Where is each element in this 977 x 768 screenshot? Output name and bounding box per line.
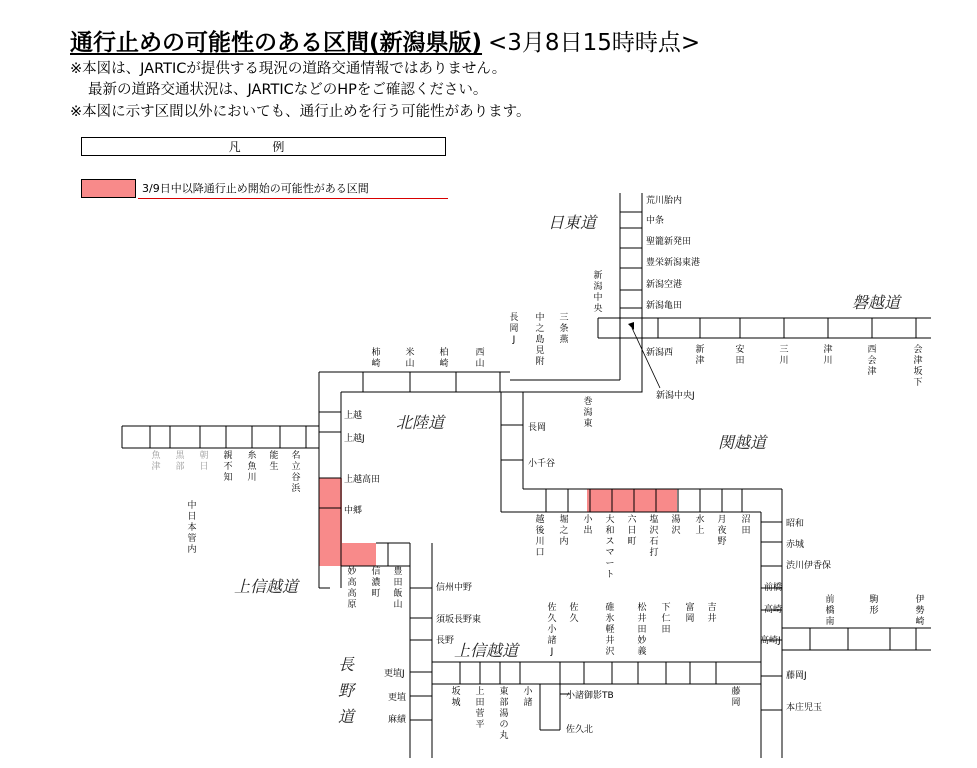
- ic-label: 三川: [779, 345, 789, 366]
- ic-label: 三条燕: [559, 313, 569, 345]
- ic-label: 津川: [823, 345, 833, 366]
- ic-label: 渋川伊香保: [786, 561, 832, 571]
- ic-label: 上越: [344, 411, 363, 421]
- ic-label: 堀之内: [559, 515, 569, 547]
- ic-label: 佐久小諸 J: [547, 603, 557, 657]
- ic-label: 能生: [269, 451, 279, 472]
- ic-label: 下仁田: [661, 603, 671, 635]
- ic-label: 沼田: [741, 515, 751, 536]
- ic-label: 佐久北: [566, 725, 594, 735]
- ic-label: 長岡: [528, 423, 547, 433]
- ic-label: 長野: [436, 636, 455, 646]
- ic-label: 佐久: [569, 603, 579, 624]
- note-1: ※本図は、JARTICが提供する現況の道路交通情報ではありません。: [70, 61, 507, 77]
- ic-label: 東部湯の丸: [499, 687, 509, 741]
- ic-label: 信州中野: [436, 583, 473, 593]
- legend-label: 3/9日中以降通行止め開始の可能性がある区間: [142, 182, 369, 195]
- title-main: 通行止めの可能性のある区間(新潟県版): [70, 30, 483, 56]
- road-name-kanetsu: 関越道: [718, 433, 767, 452]
- ic-label: 小諸御影TB: [566, 691, 614, 701]
- ic-label: 豊栄新潟東港: [646, 258, 701, 268]
- road-name-hokuriku: 北陸道: [396, 413, 445, 432]
- ic-label: 上田菅平: [475, 687, 485, 730]
- ic-label: 中郷: [344, 506, 363, 516]
- closure-section-myoko: [342, 543, 376, 566]
- ic-label: 大和スマート: [605, 515, 615, 580]
- ic-label: 伊勢崎: [915, 595, 925, 627]
- ic-label: 小出: [583, 515, 593, 536]
- ic-label: 越後川口: [535, 515, 545, 558]
- ic-label: 妙高高原: [347, 567, 357, 610]
- ic-label: 駒形: [869, 595, 879, 616]
- ic-label: 西会津: [867, 345, 877, 377]
- ic-label: 前橋南: [825, 595, 835, 627]
- ic-label: 坂城: [451, 687, 461, 708]
- road-name-joshinetsu-east: 上信越道: [454, 641, 519, 660]
- ic-label: 高崎J: [760, 636, 781, 646]
- ic-label: 上越J: [344, 434, 365, 444]
- road-name-nagano: [338, 655, 357, 726]
- ic-label: 松井田妙義: [637, 603, 647, 657]
- ic-label: 魚津: [151, 451, 161, 472]
- ic-label: 中之島見附: [535, 313, 545, 367]
- ic-label: 西山: [475, 348, 485, 369]
- ic-label: 上越高田: [344, 475, 381, 485]
- ic-label: 須坂長野東: [436, 615, 482, 625]
- road-name-joshinetsu-west: 上信越道: [234, 577, 299, 596]
- legend-title: 凡 例: [81, 137, 446, 156]
- ic-label: 六日町: [627, 515, 637, 547]
- note-2: 最新の道路交通状況は、JARTICなどのHPをご確認ください。: [88, 82, 488, 98]
- ic-label: 信濃町: [371, 567, 381, 599]
- ic-label: 水上: [695, 515, 705, 536]
- road-name-nittou: 日東道: [548, 213, 597, 232]
- ic-label: 前橋: [764, 583, 783, 593]
- closure-section-kanetsu: [587, 489, 677, 512]
- ic-label: 荒川胎内: [646, 196, 683, 206]
- ic-label: 朝日: [199, 451, 209, 472]
- as-of-time: <3月8日15時時点>: [488, 30, 701, 56]
- ic-label: 黒部: [175, 451, 185, 472]
- ic-label: 高崎: [764, 605, 783, 615]
- ic-label: 柿崎: [371, 348, 381, 369]
- ic-label: 巻潟東: [583, 397, 593, 429]
- vertical-ic-labels: [151, 269, 924, 741]
- ic-label: 碓氷軽井沢: [605, 603, 615, 657]
- ic-label: 新潟西: [646, 348, 674, 358]
- ic-label: 中条: [646, 216, 665, 226]
- ic-label: 昭和: [786, 519, 805, 529]
- ic-label: 安田: [735, 345, 745, 366]
- note-3: ※本図に示す区間以外においても、通行止めを行う可能性があります。: [70, 104, 531, 120]
- ic-label: 本庄児玉: [786, 703, 823, 713]
- ic-label: 中日本管内: [187, 501, 197, 555]
- closure-section-joetsu: [319, 478, 342, 566]
- ic-label: 更埴J: [384, 669, 405, 679]
- ic-label: 月夜野: [717, 515, 727, 547]
- ic-label: 塩沢石打: [649, 515, 659, 558]
- ic-label: 糸魚川: [247, 451, 257, 483]
- ic-label: 新潟中央J: [656, 391, 695, 401]
- ic-label: 更埴: [388, 693, 407, 703]
- ic-label: 名立谷浜: [291, 451, 301, 494]
- ic-label: 柏崎: [439, 348, 449, 369]
- road-name-nagano-text: 長野道: [337, 655, 355, 726]
- ic-label: 長岡 J: [509, 313, 519, 345]
- ic-label: 富岡: [685, 603, 695, 624]
- ic-label: 藤岡: [731, 687, 741, 708]
- ic-label: 小千谷: [528, 459, 556, 469]
- ic-label: 豊田飯山: [393, 567, 403, 610]
- ic-label: 会津坂下: [913, 345, 923, 388]
- ic-label: 親不知: [223, 451, 233, 483]
- ic-label: 新潟亀田: [646, 301, 683, 311]
- ic-label: 新津: [695, 345, 705, 366]
- ic-label: 小諸: [523, 687, 533, 708]
- ic-label: 麻績: [388, 715, 407, 725]
- ic-label: 藤岡J: [786, 671, 807, 681]
- ic-label: 聖籠新発田: [646, 237, 692, 247]
- road-name-bandai: 磐越道: [852, 293, 901, 312]
- ic-label: 米山: [405, 348, 415, 369]
- ic-label: 吉井: [707, 603, 717, 624]
- ic-label: 新潟中央: [593, 271, 603, 314]
- ic-label: 赤城: [786, 540, 805, 550]
- ic-label: 湯沢: [671, 515, 681, 536]
- ic-label: 新潟空港: [646, 280, 683, 290]
